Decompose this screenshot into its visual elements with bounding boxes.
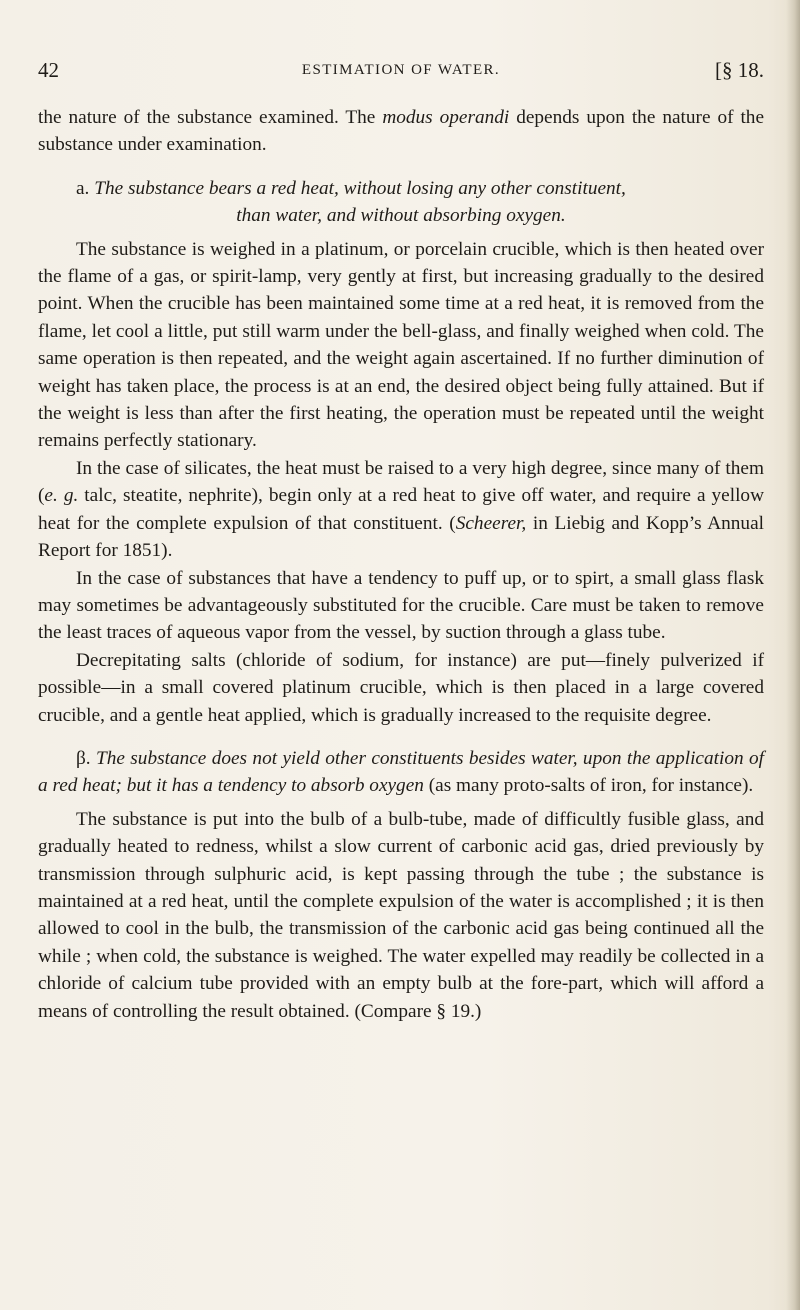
subsection-heading-b: β. The substance does not yield other constituents besides water, upon the application of a red heat; but it has a tendency to absorb oxygen (as many proto-salts of iron, for instance). xyxy=(38,747,764,797)
paragraph-decrepitating-salts: Decrepitating salts (chloride of sodium, for instance) are put—finely pulverized if possible—in a small covered platinum crucible, which is then placed in a large covered crucible, and a gentle heat applied, which is gradually increased to the requisite degree. xyxy=(38,649,764,726)
paragraph-continuation: the nature of the substance examined. The modus operandi depends upon the nature of the substance under examination. xyxy=(38,107,765,156)
paragraph-silicates: In the case of silicates, the heat must be raised to a very high degree, since many of them (e. g. talc, steatite, nephrite), begin only at a red heat to give off water, and require a yellow heat for the complete expulsion of that constituent. (Scheerer, in Liebig and Kopp’s Annual Report for 1851). xyxy=(38,457,764,562)
running-title: ESTIMATION OF WATER. xyxy=(301,62,501,78)
citation-scheerer: Scheerer, xyxy=(455,512,527,534)
subsection-heading-a: a. The substance bears a red heat, without losing any other constituent, xyxy=(76,177,626,199)
page-edge-shadow xyxy=(786,0,800,1310)
paragraph-weighing-procedure: The substance is weighed in a platinum, or porcelain crucible, which is then heated over the flame of a gas, or spirit-lamp, very gently at first, but increasing gradually to the desired point. When the crucible has been maintained some time at a red heat, it is removed from the flame, let cool a little, put still warm under the bell-glass, and finally weighed when cold. The same operation is then repeated, and the weight again ascertained. If no further diminution of weight has taken place, the process is at an end, the desired object being fully attained. But if the weight is less than after the first heating, the operation must be repeated until the weight remains perfectly stationary. xyxy=(38,238,764,452)
page-number: 42 xyxy=(38,58,59,82)
page-body xyxy=(38,104,764,1025)
paragraph-glass-flask: In the case of substances that have a tendency to puff up, or to spirt, a small glass flask may sometimes be advantageously substituted for the crucible. Care must be taken to remove the least traces of aqueous vapor from the vessel, by suction through a glass tube. xyxy=(38,567,764,644)
paragraph-bulb-tube: The substance is put into the bulb of a bulb-tube, made of difficultly fusible glass, and gradually heated to redness, whilst a slow current of carbonic acid gas, dried previously by transmission through sulphuric acid, is kept passing through the tube ; the substance is maintained at a red heat, until the complete expulsion of the water is accomplished ; it is then allowed to cool in the bulb, the transmission of the carbonic acid gas being continued all the while ; when cold, the substance is weighed. The water expelled may readily be collected in a chloride of calcium tube provided with an empty bulb at the fore-part, which will afford a means of controlling the result obtained. (Compare § 19.) xyxy=(38,808,764,1022)
section-reference: [§ 18. xyxy=(715,58,764,82)
subsection-marker-a: a. xyxy=(76,177,90,199)
subsection-marker-b: β. xyxy=(76,747,91,769)
emphasis-modus-operandi: modus operandi xyxy=(382,107,510,128)
subsection-heading-a-line2: than water, and without absorbing oxygen. xyxy=(236,205,566,227)
running-header xyxy=(38,58,764,88)
